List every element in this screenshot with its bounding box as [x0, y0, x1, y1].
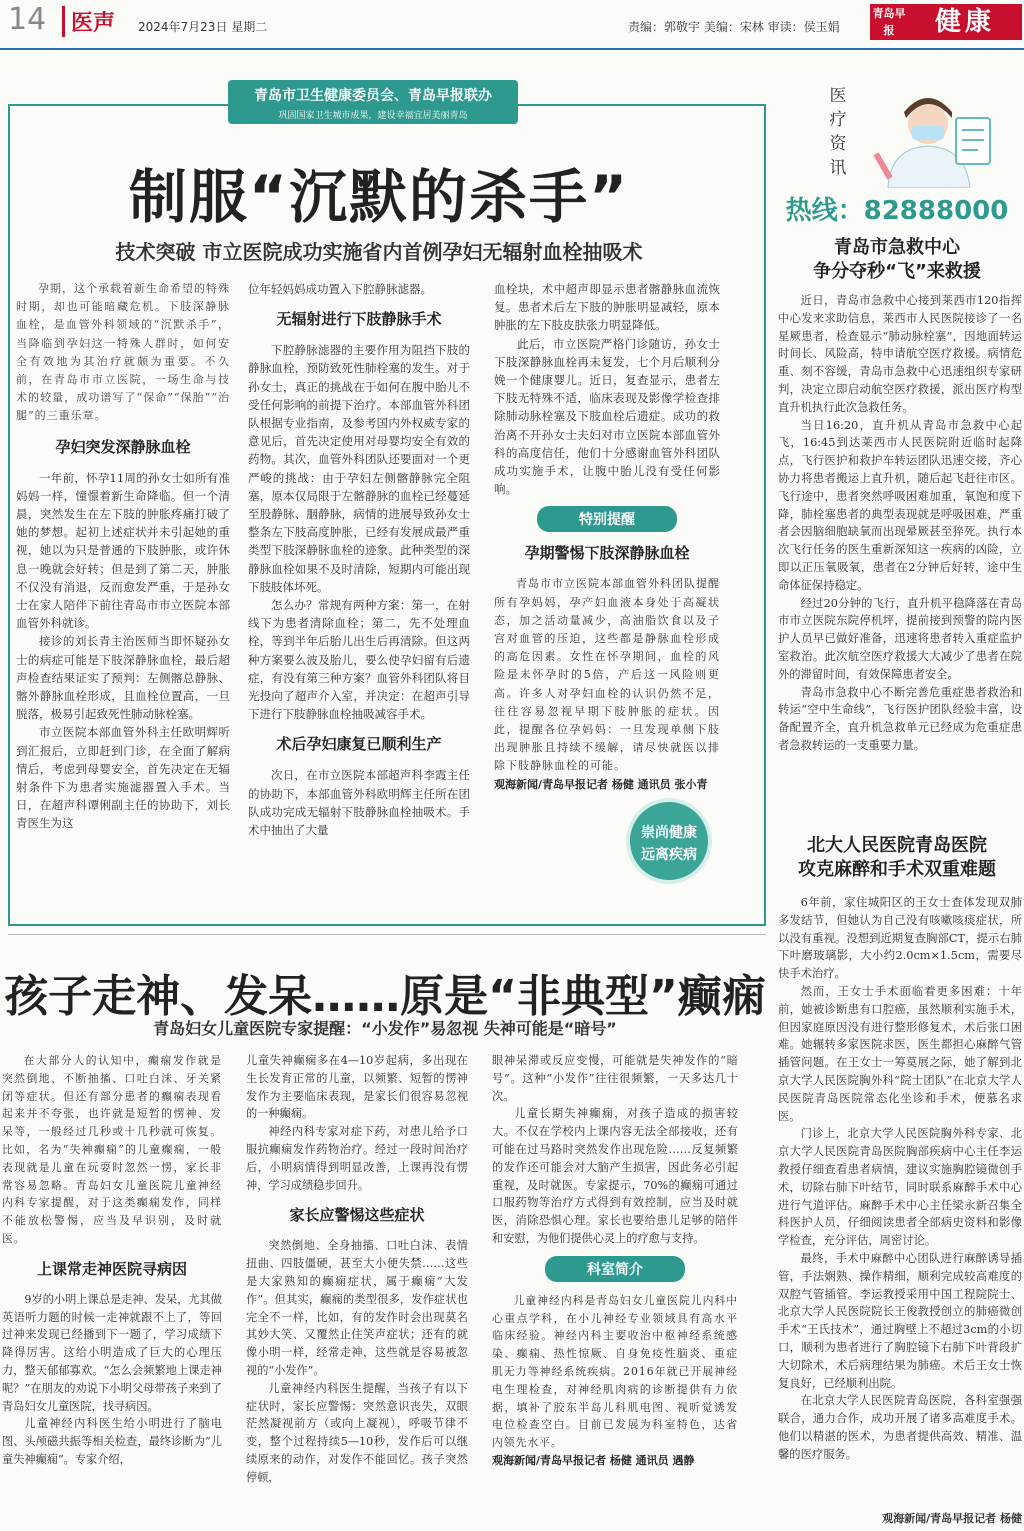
right-article-2-title	[770, 834, 1024, 882]
paragraph: 在北京大学人民医院青岛医院，各科室强强联合，通力合作，成功开展了诸多高难度手术。他们以精湛的医术，为患者提供高效、精准、温馨的医疗服务。	[778, 1394, 1022, 1461]
paragraph: 突然倒地、全身抽搐、口吐白沫、表情扭曲、四肢僵硬，甚至大小便失禁……这些是大家熟知的癫痫症状，属于癫痫“大发作”。但其实，癫痫的类型很多，发作症状也完全不一样，比如，有的发作时会出现莫名其妙大笑、又覆然止住笑声症状；还有的就像小明一样，经常走神，这些就是容易被忽视的“小发作”。	[246, 1239, 468, 1377]
lead-column-2	[248, 280, 470, 920]
subhead: 无辐射进行下肢静脉手术	[276, 310, 442, 329]
right-article-2-body	[778, 894, 1022, 1506]
newspaper-logo: 青岛早报	[870, 4, 908, 40]
paragraph: 儿童长期失神癫痫，对孩子造成的损害较大。不仅在学校内上课内容无法全部接收，还有可能在过马路时突然发作出现危险……反复频繁的发作还可能会对大脑产生损害，因此务必引起重视，及时就医。专家提示，70%的癫痫可通过口服药物等治疗方式得到有效控制，应当及时就医，消除恐惧心理。家长也要给患儿足够的陪伴和安慰，为他们提供心灵上的疗愈与支持。	[492, 1107, 738, 1245]
section-right-title: 健康	[908, 4, 1022, 40]
paragraph: 下腔静脉滤器的主要作用为阻挡下肢的静脉血栓，预防致死性肺栓塞的发生。对于孙女士，真正的挑战在于如何在腹中胎儿不受任何影响的前提下治疗。本部血管外科团队根据专业指南，及参考国内外权威专家的意见后，首先决定使用对母婴均安全有效的药物。其次，血管外科团队还要面对一个更严峻的挑战：由于孕妇左侧髂静脉完全阻塞，原本仅局限于左髂静脉的血栓已经蔓延至股静脉、胭静脉，病情的进展导致孙女士整条左下肢高度肿胀，已经有发展成最严重类型下肢深静脉血栓的迹象。此种类型的深静脉血栓如果不及时清除，短期内可能出现下肢肢体坏死。	[248, 343, 470, 594]
divider	[8, 934, 766, 935]
page-number: 14	[8, 2, 47, 37]
epilepsy-column-1	[2, 1052, 222, 1528]
badge-line-1: 崇尚健康	[641, 825, 697, 841]
epilepsy-headline: 孩子走神、发呆……原是“非典型”癫痫	[4, 971, 766, 1022]
paragraph: 儿童失神癫痫多在4—10岁起病，多出现在生长发育正常的儿童，以频繁、短暂的愣神发作为主要临床表现，是家长们很容易忽视的一种癫痫。	[246, 1054, 468, 1121]
doctor-illustration	[858, 88, 1008, 188]
paragraph: 儿童神经内科医生提醒，当孩子有以下症状时，家长应警惕：突然意识丧失，双眼茫然凝视前方（或向上凝视），呼吸节律不变，整个过程持续5—10秒，发作后可以继续原来的动作，对发作不能回忆。孩子突然停顿，	[246, 1381, 468, 1484]
badge-line-2: 远离疾病	[641, 847, 697, 863]
paragraph: 最终，手术中麻醉中心团队进行麻醉诱导插管，手法娴熟、操作精细，顺利完成较高难度的双腔气管插管。李运教授采用中国工程院院士、北京大学人民医院院长王俊教授创立的肺癌微创手术“王氏技术”，通过胸壁上不超过3cm的小切口，顺利为患者进行了胸腔镜下右肺下叶背段扩大切除术，术后病理结果为肺癌。术后王女士恢复良好，已经顺利出院。	[778, 1251, 1022, 1390]
paragraph: 此后，市立医院严格门诊随访，孙女士下肢深静脉血栓再未复发，七个月后顺利分娩一个健康婴儿。近日，复查显示，患者左下肢无特殊不适，临床表现及影像学检查排除肺动脉栓塞及下肢血栓后遗症。成功的救治离不开孙女士夫妇对市立医院本部血管外科的高度信任，他们十分感谢血管外科团队成功实施手术，让腹中胎儿没有受任何影响。	[494, 336, 720, 497]
banner-line-1: 青岛市卫生健康委员会、青岛早报联办	[254, 88, 492, 104]
special-reminder-pill: 特别提醒	[537, 506, 677, 532]
paragraph: 在大部分人的认知中，癫痫发作就是突然倒地、不断抽搐、口吐白沫、牙关紧闭等症状。但还有部分患者的癫痫表现看起来并不夸张，也许就是短暂的愣神、发呆等，一般经过几秒或十几秒就可恢复。比如，名为“失神癫痫”的儿童癫痫，一般表现就是儿童在玩耍时忽然一愣，家长非常容易忽略。青岛妇女儿童医院儿童神经内科专家提醒，对于这类癫痫发作，同样不能放松警惕，应当及早识别，及时就医。	[2, 1054, 222, 1245]
department-intro-body: 儿童神经内科是青岛妇女儿童医院儿内科中心重点学科，在小儿神经专业领域具有高水平临床经验。神经内科主要收治中枢神经系统感染、癫痫、热性惊厥、自身免疫性脑炎、重症肌无力等神经系统疾病。2016年就已开展神经电生理检查，对神经肌肉病的诊断提供有力依据，填补了胶东半岛儿科肌电图、视听觉诱发电位检查空白。目前已发展为科室特色，达省内领先水平。	[492, 1293, 738, 1450]
title-line: 青岛市急救中心	[834, 237, 960, 258]
paragraph: 接诊的刘长青主治医师当即怀疑孙女士的病症可能是下肢深静脉血栓，最后超声检查结果证实了预判：左侧髂总静脉、髂外静脉血栓形成，且血栓位置高，一旦脱落，极易引起致死性肺动脉栓塞。	[16, 634, 230, 722]
epilepsy-byline: 观海新闻/青岛早报记者 杨健 通讯员 遇静	[492, 1453, 695, 1467]
lead-byline: 观海新闻/青岛早报记者 杨健 通讯员 张小青	[494, 777, 708, 791]
lead-column-1	[16, 280, 230, 920]
tip-title: 孕期警惕下肢深静脉血栓	[524, 544, 690, 563]
paragraph: 近日，青岛市急救中心接到莱西市120指挥中心发来求助信息，莱西市人民医院接诊了一名星厥患者，检查显示“肺动脉栓塞”，因地面转运时间长、风险高，特申请航空医疗救援。病情危重、刻不容缓，青岛市急救中心迅速组织专家研判，决定立即启动航空医疗救援，派出医疗构型直升机执行此次急救任务。	[778, 294, 1022, 414]
column-title-vertical: 医疗资讯	[829, 86, 847, 178]
right-article-1-title	[770, 236, 1024, 284]
paragraph: 眼神呆滞或反应变慢，可能就是失神发作的“暗号”。这种“小发作”往往很频繁，一天多达几十次。	[492, 1054, 738, 1103]
paragraph: 6年前，家住城阳区的王女士查体发现双肺多发结节，但她认为自己没有咳嗽咳痰症状，所以没有重视。没想到近期复查胸部CT，提示右肺下叶磨玻璃影，大小约2.0cm×1.5cm，需要尽快手术治疗。	[778, 896, 1022, 981]
paragraph: 次日，在市立医院本部超声科李霞主任的协助下，本部血管外科欧明辉主任所在团队成功完成无辐射下肢静脉血栓抽吸术。手术中抽出了大量	[248, 768, 470, 838]
masthead	[0, 0, 1024, 50]
paragraph: 门诊上，北京大学人民医院胸外科专家、北京大学人民医院青岛医院胸部疾病中心主任李运教授仔细查看患者病情，建议实施胸腔镜微创手术，切除右肺下叶结节，同时联系麻醉手术中心进行气道评估。麻醉手术中心主任梁永新召集全科医护人员，仔细阅读患者全部病史资料和影像学检查，充分评估，周密讨论。	[778, 1127, 1022, 1248]
department-intro-pill: 科室简介	[545, 1256, 685, 1282]
paragraph: 青岛市急救中心不断完善危重症患者救治和转运“空中生命线”，飞行医护团队经验丰富，设备配置齐全，直升机急救单元已经成为危重症患者急救转运的一支重要力量。	[778, 685, 1022, 752]
paragraph: 市立医院本部血管外科主任欧明辉听到汇报后，立即赶到门诊，在全面了解病情后，考虑到母婴安全，首先决定在无辐射条件下为患者实施滤器置入手术。当日，在超声科谭俐副主任的协助下，刘长青医生为这	[16, 725, 230, 831]
lead-deck: 技术突破 市立医院成功实施省内首例孕妇无辐射血栓抽吸术	[115, 240, 643, 264]
paragraph: 儿童神经内科医生给小明进行了脑电图、头颅磁共振等相关检查，最终诊断为“儿童失神癫痫”。专家介绍，	[2, 1417, 222, 1466]
lead-intro: 孕期，这个承载着新生命希望的特殊时期，却也可能暗藏危机。下肢深静脉血栓，是血管外科领域的“沉默杀手”，当降临到孕妇这一特殊人群时，如何安全有效地为其治疗就颇为重要。不久前，在青岛市市立医院，一场生命与技术的较量，成功谱写了“保命”“保胎”“治腿”的三重乐章。	[16, 282, 230, 423]
paragraph: 位年轻妈妈成功置入下腔静脉滤器。	[248, 282, 432, 296]
editor-credits: 责编：郭敬宇 美编：宋林 审读：侯玉娟	[628, 20, 840, 34]
paragraph: 血栓块，术中超声即显示患者髂静脉血流恢复。患者术后左下肢的肿胀明显减轻，原本肿胀的左下肢皮肤张力明显降低。	[494, 282, 720, 333]
title-line: 北大人民医院青岛医院	[807, 835, 987, 856]
paragraph: 神经内科专家对症下药，对患儿给予口服抗癫痫发作药物治疗。经过一段时间治疗后，小明病情得到明显改善，上课再没有愣神，学习成绩稳步回升。	[246, 1125, 468, 1192]
lead-headline: 制服“沉默的杀手”	[128, 163, 630, 231]
paragraph: 怎么办？常规有两种方案：第一，在射线下为患者清除血栓；第二，先不处理血栓，等到半年后胎儿出生后再清除。但这两种方案要么波及胎儿，要么使孕妇留有后遗症，有没有第三种方案？血管外科团队将目光投向了超声介入室，并决定：在超声引导下进行下肢静脉血栓抽吸减容手术。	[248, 598, 470, 722]
paragraph: 经过20分钟的飞行，直升机平稳降落在青岛市市立医院东院停机坪，提前接到预警的院内医护人员早已做好准备，迅速将患者转入重症监护室救治。此次航空医疗救援大大减少了患者在院外的滞留时间，有效保障患者安全。	[778, 596, 1022, 681]
title-line: 争分夺秒“飞”来救援	[813, 261, 981, 282]
subhead: 上课常走神医院寻病因	[36, 1259, 187, 1278]
subhead: 术后孕妇康复已顺利生产	[276, 735, 442, 754]
epilepsy-column-3	[492, 1052, 738, 1528]
tip-body: 青岛市市立医院本部血管外科团队提醒所有孕妈妈，孕产妇血液本身处于高凝状态，加之活动量减少，高油脂饮食以及子宫对血管的压迫，这些都是静脉血栓形成的高危因素。女性在怀孕期间，血栓的风险是未怀孕时的5倍，产后这一风险则更高。许多人对孕妇血栓的认识仍然不足，往往容易忽视早期下肢肿胀的症状。因此，提醒各位孕妈妈：一旦发现单侧下肢出现肿胀且持续不缓解，请尽快就医以排除下肢静脉血栓的可能。	[494, 577, 720, 773]
paragraph: 然而，王女士手术面临着更多困难：十年前，她被诊断患有口腔癌，虽然顺利实施手术，但因家庭原因没有进行整形修复术，术后张口困难。她辗转多家医院求医，医生都担心麻醉气管插管问题。在王女士一筹莫展之际，她了解到北京大学人民医院胸外科“院士团队”在北京大学人民医院青岛医院常态化坐诊和手术，便慕名求医。	[778, 984, 1022, 1123]
sponsor-banner	[228, 80, 518, 124]
title-line: 攻克麻醉和手术双重难题	[798, 859, 996, 880]
subhead: 孕妇突发深静脉血栓	[55, 437, 191, 456]
issue-date: 2024年7月23日 星期二	[138, 20, 268, 34]
subhead: 家长应警惕这些症状	[289, 1206, 425, 1225]
right-article-1-body	[778, 292, 1022, 830]
epilepsy-column-2	[246, 1052, 468, 1528]
epilepsy-deck: 青岛妇女儿童医院专家提醒：“小发作”易忽视 失神可能是“暗号”	[153, 1019, 617, 1038]
health-slogan-badge	[626, 798, 712, 884]
paragraph: 一年前，怀孕11周的孙女士如所有准妈妈一样，憧憬着新生命降临。但一个清晨，突然发生在左下肢的肿胀疼痛打破了她的梦想。起初上述症状并未引起她的重视，她以为只是普通的下肢肿胀，或许休息一晚就会好转；但是到了第二天，肿胀不仅没有消退，反而愈发严重，于是孙女士在家人陪伴下前往青岛市市立医院本部血管外科就诊。	[16, 470, 230, 631]
hotline: 热线：82888000	[785, 196, 1009, 226]
right-byline: 观海新闻/青岛早报记者 杨健	[882, 1512, 1022, 1525]
section-title: 医声	[62, 6, 115, 37]
banner-line-2: 巩固国家卫生城市成果，建设幸福宜居美丽青岛	[278, 111, 468, 121]
paragraph: 当日16:20，直升机从青岛市急救中心起飞，16:45到达莱西市人民医院附近临时起降点，飞行医护和救护车转运团队迅速交接，齐心协力将患者搬运上直升机，随后起飞赶往市区。飞行途中，患者突然呼吸困难加重，氧饱和度下降，肺栓塞患者的典型表现就是呼吸困难，严重者会因脑细胞缺氧而出现晕厥甚至猝死。执行本次飞行任务的医生重新深知这一疾病的凶险，立即以正压氧吸氧，患者在2分钟后好转，途中生命体征保持稳定。	[778, 418, 1022, 592]
paragraph: 9岁的小明上课总是走神、发呆，尤其做英语听力题的时候一走神就跟不上了，等回过神来发现已经播到下一题了，学习成绩下降得厉害。这给小明造成了巨大的心理压力，整天郁郁寡欢。“怎么会频繁地上课走神呢？”在朋友的劝说下小明父母带孩子来到了青岛妇女儿童医院，找寻病因。	[2, 1292, 222, 1413]
